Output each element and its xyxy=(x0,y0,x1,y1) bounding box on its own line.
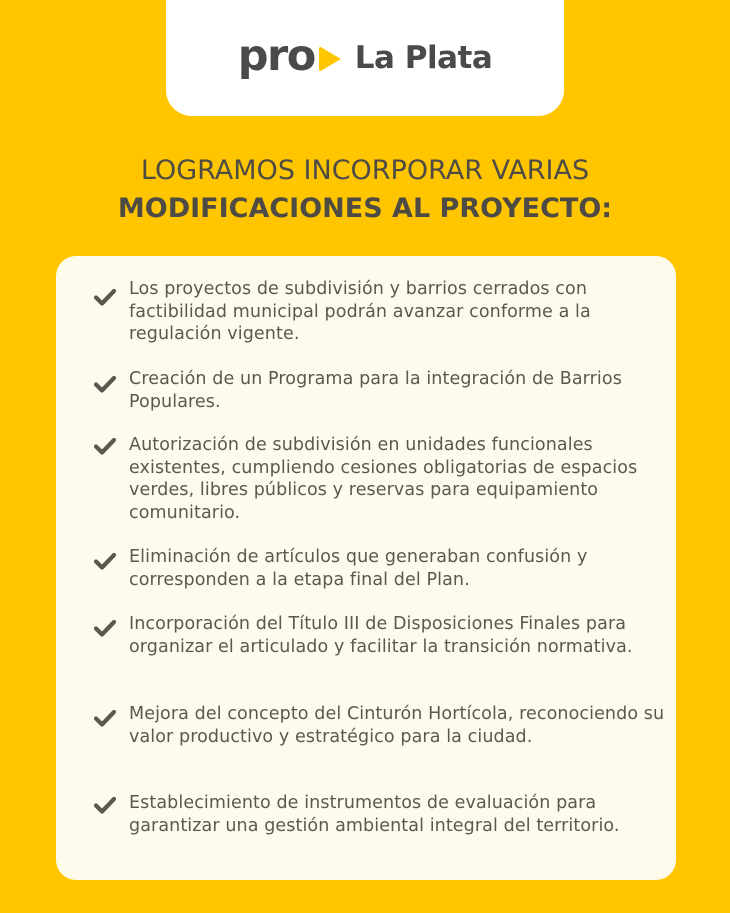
list-item-text: Mejora del concepto del Cinturón Hortícola, reconociendo su valor productivo y estratégico para la ciudad. xyxy=(129,704,665,747)
title-line-1: LOGRAMOS INCORPORAR VARIAS xyxy=(140,155,590,186)
checkmark-icon xyxy=(94,709,116,727)
modifications-card xyxy=(56,256,676,880)
list-item-text: Eliminación de artículos que generaban confusión y corresponden a la etapa final del Plan. xyxy=(129,547,588,590)
logo-city-text: La Plata xyxy=(354,39,493,76)
checkmark-icon xyxy=(94,796,116,814)
list-item-text: Incorporación del Título III de Disposiciones Finales para organizar el articulado y facilitar la transición normativa. xyxy=(129,614,633,657)
checkmark-icon xyxy=(94,619,116,637)
list-item-text: Autorización de subdivisión en unidades funcionales existentes, cumpliendo cesiones obligatorias de espacios verdes, libres públicos y reservas para equipamiento comunitario. xyxy=(129,435,638,523)
list-item-text: Creación de un Programa para la integración de Barrios Populares. xyxy=(129,369,622,412)
checkmark-icon xyxy=(94,552,116,570)
page-title xyxy=(0,152,730,228)
checkmark-icon xyxy=(94,375,116,393)
play-triangle-icon xyxy=(319,46,341,72)
title-line-2: MODIFICACIONES AL PROYECTO: xyxy=(117,193,613,224)
logo-pro-text: pro xyxy=(237,30,315,81)
checkmark-icon xyxy=(94,437,116,455)
checkmark-icon xyxy=(94,288,116,306)
logo-header xyxy=(166,0,564,116)
list-item-text: Establecimiento de instrumentos de evaluación para garantizar una gestión ambiental integral del territorio. xyxy=(129,793,620,836)
list-item-text: Los proyectos de subdivisión y barrios cerrados con factibilidad municipal podrán avanzar conforme a la regulación vigente. xyxy=(129,279,591,344)
pro-la-plata-logo xyxy=(237,30,493,81)
